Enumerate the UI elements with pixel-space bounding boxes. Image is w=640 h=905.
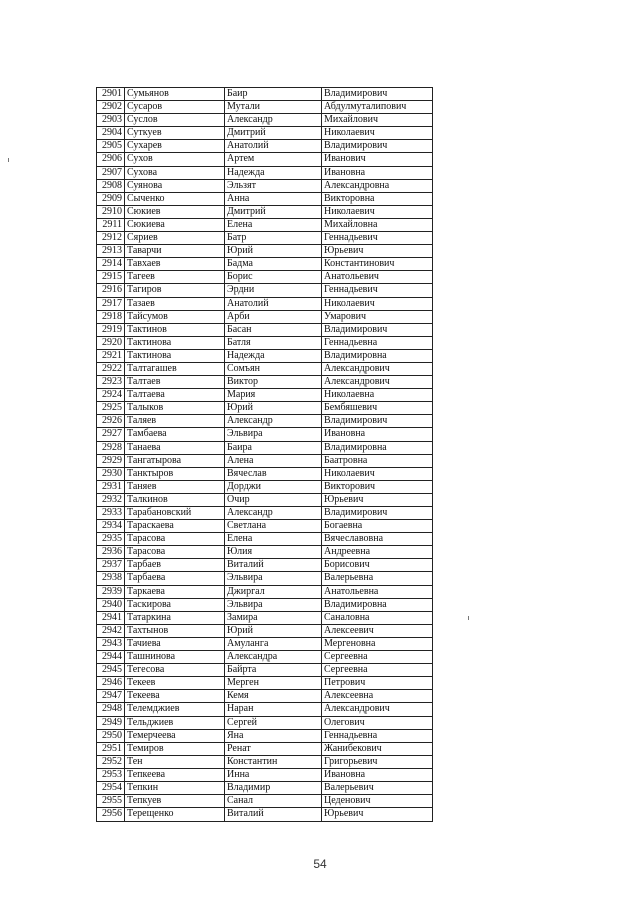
patronymic-cell: Александровна <box>324 179 390 191</box>
first-name-cell: Артем <box>225 153 322 165</box>
table-row <box>97 586 432 599</box>
table-row <box>97 88 432 101</box>
first-name-cell: Надежда <box>225 167 322 179</box>
table-row <box>97 415 432 428</box>
row-number-cell: 2944 <box>97 651 125 663</box>
table-row <box>97 546 432 559</box>
row-number-cell: 2955 <box>97 795 125 807</box>
table-row <box>97 114 432 127</box>
patronymic-cell: Саналовна <box>324 611 370 623</box>
names-table <box>96 87 433 822</box>
table-row <box>97 690 432 703</box>
first-name-cell: Ренат <box>225 743 322 755</box>
table-row <box>97 743 432 756</box>
patronymic-cell: Михайловна <box>324 218 378 230</box>
first-name-cell: Анна <box>225 193 322 205</box>
table-row <box>97 612 432 625</box>
last-name-cell: Текеев <box>125 677 225 689</box>
table-row <box>97 507 432 520</box>
patronymic-cell: Мергеновна <box>324 637 376 649</box>
last-name-cell: Суслов <box>125 114 225 126</box>
table-row <box>97 808 432 821</box>
table-row <box>97 363 432 376</box>
patronymic-cell: Богаевна <box>324 520 363 532</box>
patronymic-cell: Владимирович <box>324 88 388 99</box>
first-name-cell: Юрий <box>225 245 322 257</box>
table-row <box>97 638 432 651</box>
first-name-cell: Константин <box>225 756 322 768</box>
table-row <box>97 193 432 206</box>
last-name-cell: Ташнинова <box>125 651 225 663</box>
first-name-cell: Арби <box>225 311 322 323</box>
first-name-cell: Виктор <box>225 376 322 388</box>
table-row <box>97 703 432 716</box>
patronymic-cell: Ивановна <box>324 428 366 440</box>
first-name-cell: Анатолий <box>225 298 322 310</box>
patronymic-cell: Григорьевич <box>324 755 378 767</box>
row-number-cell: 2940 <box>97 599 125 611</box>
last-name-cell: Текеева <box>125 690 225 702</box>
patronymic-cell: Баатровна <box>324 454 368 466</box>
first-name-cell: Сомъян <box>225 363 322 375</box>
last-name-cell: Сяриев <box>125 232 225 244</box>
patronymic-cell: Владимирович <box>324 323 388 335</box>
row-number-cell: 2925 <box>97 402 125 414</box>
patronymic-cell: Валерьевич <box>324 781 374 793</box>
last-name-cell: Тепкин <box>125 782 225 794</box>
table-row <box>97 481 432 494</box>
patronymic-cell: Ивановна <box>324 166 366 178</box>
patronymic-cell: Андреевна <box>324 546 371 558</box>
last-name-cell: Таркаева <box>125 586 225 598</box>
table-row <box>97 402 432 415</box>
row-number-cell: 2923 <box>97 376 125 388</box>
last-name-cell: Тактинова <box>125 350 225 362</box>
row-number-cell: 2953 <box>97 769 125 781</box>
first-name-cell: Юлия <box>225 546 322 558</box>
patronymic-cell: Викторович <box>324 480 376 492</box>
first-name-cell: Замира <box>225 612 322 624</box>
last-name-cell: Тепкеева <box>125 769 225 781</box>
last-name-cell: Суянова <box>125 180 225 192</box>
last-name-cell: Тепкуев <box>125 795 225 807</box>
table-row <box>97 442 432 455</box>
last-name-cell: Сумьянов <box>125 88 225 100</box>
last-name-cell: Татаркина <box>125 612 225 624</box>
last-name-cell: Сухова <box>125 167 225 179</box>
patronymic-cell: Борисович <box>324 559 370 571</box>
patronymic-cell: Вячеславовна <box>324 533 384 545</box>
table-row <box>97 572 432 585</box>
last-name-cell: Тангатырова <box>125 455 225 467</box>
row-number-cell: 2951 <box>97 743 125 755</box>
last-name-cell: Тарбаев <box>125 559 225 571</box>
row-number-cell: 2932 <box>97 494 125 506</box>
patronymic-cell: Александрович <box>324 703 390 715</box>
row-number-cell: 2938 <box>97 572 125 584</box>
first-name-cell: Эрдни <box>225 284 322 296</box>
first-name-cell: Елена <box>225 533 322 545</box>
table-row <box>97 219 432 232</box>
last-name-cell: Тен <box>125 756 225 768</box>
table-row <box>97 284 432 297</box>
row-number-cell: 2914 <box>97 258 125 270</box>
table-row <box>97 389 432 402</box>
row-number-cell: 2941 <box>97 612 125 624</box>
patronymic-cell: Владимирович <box>324 415 388 427</box>
table-row <box>97 140 432 153</box>
row-number-cell: 2905 <box>97 140 125 152</box>
table-row <box>97 455 432 468</box>
table-row <box>97 298 432 311</box>
first-name-cell: Санал <box>225 795 322 807</box>
patronymic-cell: Алексеевна <box>324 690 374 702</box>
table-row <box>97 795 432 808</box>
table-row <box>97 651 432 664</box>
last-name-cell: Сюкиева <box>125 219 225 231</box>
row-number-cell: 2927 <box>97 428 125 440</box>
row-number-cell: 2917 <box>97 298 125 310</box>
table-row <box>97 625 432 638</box>
table-row <box>97 769 432 782</box>
patronymic-cell: Владимировна <box>324 598 387 610</box>
first-name-cell: Дмитрий <box>225 206 322 218</box>
row-number-cell: 2907 <box>97 167 125 179</box>
row-number-cell: 2909 <box>97 193 125 205</box>
row-number-cell: 2929 <box>97 455 125 467</box>
patronymic-cell: Олегович <box>324 716 365 728</box>
last-name-cell: Тайсумов <box>125 311 225 323</box>
patronymic-cell: Иванович <box>324 153 366 165</box>
page-number: 54 <box>313 857 327 871</box>
row-number-cell: 2934 <box>97 520 125 532</box>
first-name-cell: Александра <box>225 651 322 663</box>
table-row <box>97 599 432 612</box>
row-number-cell: 2952 <box>97 756 125 768</box>
patronymic-cell: Абдулмуталипович <box>324 101 407 113</box>
last-name-cell: Тараскаева <box>125 520 225 532</box>
table-row <box>97 350 432 363</box>
table-row <box>97 324 432 337</box>
first-name-cell: Джиргал <box>225 586 322 598</box>
last-name-cell: Танаева <box>125 442 225 454</box>
patronymic-cell: Бембяшевич <box>324 402 378 414</box>
patronymic-cell: Анатольевна <box>324 585 379 597</box>
scan-mark-left <box>8 158 9 162</box>
table-row <box>97 520 432 533</box>
patronymic-cell: Юрьевич <box>324 493 364 505</box>
first-name-cell: Мутали <box>225 101 322 113</box>
first-name-cell: Александр <box>225 415 322 427</box>
row-number-cell: 2935 <box>97 533 125 545</box>
patronymic-cell: Владимировна <box>324 441 387 453</box>
patronymic-cell: Николаевич <box>324 467 375 479</box>
patronymic-cell: Сергеевна <box>324 651 368 663</box>
patronymic-cell: Владимирович <box>324 140 388 152</box>
table-row <box>97 232 432 245</box>
table-row <box>97 468 432 481</box>
last-name-cell: Тагеев <box>125 271 225 283</box>
patronymic-cell: Цеденович <box>324 795 371 807</box>
last-name-cell: Тачиева <box>125 638 225 650</box>
row-number-cell: 2930 <box>97 468 125 480</box>
patronymic-cell: Николаевна <box>324 389 375 401</box>
patronymic-cell: Сергеевна <box>324 664 368 676</box>
row-number-cell: 2912 <box>97 232 125 244</box>
last-name-cell: Сыченко <box>125 193 225 205</box>
first-name-cell: Борис <box>225 271 322 283</box>
first-name-cell: Мерген <box>225 677 322 689</box>
row-number-cell: 2948 <box>97 703 125 715</box>
last-name-cell: Таварчи <box>125 245 225 257</box>
last-name-cell: Тарбаева <box>125 572 225 584</box>
first-name-cell: Дмитрий <box>225 127 322 139</box>
first-name-cell: Виталий <box>225 559 322 571</box>
first-name-cell: Юрий <box>225 625 322 637</box>
last-name-cell: Таняев <box>125 481 225 493</box>
first-name-cell: Эльвира <box>225 572 322 584</box>
patronymic-cell: Петрович <box>324 677 366 689</box>
patronymic-cell: Геннадьевич <box>324 232 378 244</box>
patronymic-cell: Ивановна <box>324 768 366 780</box>
row-number-cell: 2950 <box>97 730 125 742</box>
row-number-cell: 2922 <box>97 363 125 375</box>
table-row <box>97 376 432 389</box>
first-name-cell: Амуланга <box>225 638 322 650</box>
patronymic-cell: Жанибекович <box>324 742 382 754</box>
table-row <box>97 311 432 324</box>
row-number-cell: 2901 <box>97 88 125 100</box>
table-row <box>97 153 432 166</box>
table-row <box>97 258 432 271</box>
table-row <box>97 494 432 507</box>
last-name-cell: Тактинов <box>125 324 225 336</box>
table-row <box>97 180 432 193</box>
table-row <box>97 337 432 350</box>
table-row <box>97 245 432 258</box>
row-number-cell: 2942 <box>97 625 125 637</box>
last-name-cell: Тамбаева <box>125 428 225 440</box>
row-number-cell: 2908 <box>97 180 125 192</box>
row-number-cell: 2947 <box>97 690 125 702</box>
first-name-cell: Басан <box>225 324 322 336</box>
row-number-cell: 2926 <box>97 415 125 427</box>
last-name-cell: Талкинов <box>125 494 225 506</box>
last-name-cell: Тарасова <box>125 533 225 545</box>
patronymic-cell: Николаевич <box>324 297 375 309</box>
last-name-cell: Темерчеева <box>125 730 225 742</box>
first-name-cell: Наран <box>225 703 322 715</box>
first-name-cell: Очир <box>225 494 322 506</box>
first-name-cell: Инна <box>225 769 322 781</box>
last-name-cell: Талтагашев <box>125 363 225 375</box>
scan-mark-right <box>468 616 469 620</box>
table-row <box>97 782 432 795</box>
patronymic-cell: Владимировна <box>324 349 387 361</box>
table-row <box>97 677 432 690</box>
first-name-cell: Надежда <box>225 350 322 362</box>
first-name-cell: Бадма <box>225 258 322 270</box>
table-row <box>97 533 432 546</box>
patronymic-cell: Анатольевич <box>324 271 379 283</box>
table-row <box>97 664 432 677</box>
row-number-cell: 2906 <box>97 153 125 165</box>
last-name-cell: Темиров <box>125 743 225 755</box>
last-name-cell: Тавхаев <box>125 258 225 270</box>
patronymic-cell: Юрьевич <box>324 245 364 257</box>
first-name-cell: Байрта <box>225 664 322 676</box>
row-number-cell: 2915 <box>97 271 125 283</box>
first-name-cell: Эльвира <box>225 428 322 440</box>
row-number-cell: 2946 <box>97 677 125 689</box>
table-row <box>97 206 432 219</box>
first-name-cell: Вячеслав <box>225 468 322 480</box>
row-number-cell: 2910 <box>97 206 125 218</box>
patronymic-cell: Геннадьевич <box>324 284 378 296</box>
first-name-cell: Александр <box>225 114 322 126</box>
row-number-cell: 2949 <box>97 717 125 729</box>
row-number-cell: 2902 <box>97 101 125 113</box>
table-row <box>97 730 432 743</box>
last-name-cell: Тахтынов <box>125 625 225 637</box>
row-number-cell: 2933 <box>97 507 125 519</box>
last-name-cell: Тазаев <box>125 298 225 310</box>
row-number-cell: 2924 <box>97 389 125 401</box>
last-name-cell: Сухов <box>125 153 225 165</box>
patronymic-cell: Викторовна <box>324 192 375 204</box>
row-number-cell: 2954 <box>97 782 125 794</box>
patronymic-cell: Николаевич <box>324 205 375 217</box>
first-name-cell: Эльвира <box>225 599 322 611</box>
row-number-cell: 2936 <box>97 546 125 558</box>
first-name-cell: Светлана <box>225 520 322 532</box>
last-name-cell: Тарасова <box>125 546 225 558</box>
first-name-cell: Владимир <box>225 782 322 794</box>
row-number-cell: 2920 <box>97 337 125 349</box>
row-number-cell: 2916 <box>97 284 125 296</box>
last-name-cell: Сюкиев <box>125 206 225 218</box>
patronymic-cell: Умарович <box>324 310 367 322</box>
row-number-cell: 2918 <box>97 311 125 323</box>
row-number-cell: 2931 <box>97 481 125 493</box>
last-name-cell: Сухарев <box>125 140 225 152</box>
first-name-cell: Мария <box>225 389 322 401</box>
first-name-cell: Дорджи <box>225 481 322 493</box>
first-name-cell: Юрий <box>225 402 322 414</box>
last-name-cell: Тактинова <box>125 337 225 349</box>
row-number-cell: 2919 <box>97 324 125 336</box>
last-name-cell: Танктыров <box>125 468 225 480</box>
last-name-cell: Талыков <box>125 402 225 414</box>
patronymic-cell: Владимирович <box>324 507 388 518</box>
first-name-cell: Анатолий <box>225 140 322 152</box>
last-name-cell: Талтаев <box>125 376 225 388</box>
last-name-cell: Тельджиев <box>125 717 225 729</box>
first-name-cell: Сергей <box>225 717 322 729</box>
patronymic-cell: Геннадьевна <box>324 729 378 741</box>
patronymic-cell: Юрьевич <box>324 808 364 820</box>
table-row <box>97 127 432 140</box>
table-row <box>97 559 432 572</box>
first-name-cell: Виталий <box>225 808 322 821</box>
patronymic-cell: Михайлович <box>324 114 378 126</box>
last-name-cell: Тарабановский <box>125 507 225 519</box>
first-name-cell: Алена <box>225 455 322 467</box>
row-number-cell: 2945 <box>97 664 125 676</box>
row-number-cell: 2911 <box>97 219 125 231</box>
last-name-cell: Телемджиев <box>125 703 225 715</box>
last-name-cell: Суткуев <box>125 127 225 139</box>
last-name-cell: Сусаров <box>125 101 225 113</box>
patronymic-cell: Алексеевич <box>324 624 374 636</box>
patronymic-cell: Константинович <box>324 258 395 270</box>
last-name-cell: Тегесова <box>125 664 225 676</box>
row-number-cell: 2937 <box>97 559 125 571</box>
first-name-cell: Батля <box>225 337 322 349</box>
last-name-cell: Тагиров <box>125 284 225 296</box>
first-name-cell: Елена <box>225 219 322 231</box>
patronymic-cell: Валерьевна <box>324 572 374 584</box>
table-row <box>97 717 432 730</box>
last-name-cell: Таскирова <box>125 599 225 611</box>
first-name-cell: Яна <box>225 730 322 742</box>
first-name-cell: Баир <box>225 88 322 100</box>
row-number-cell: 2913 <box>97 245 125 257</box>
patronymic-cell: Александрович <box>324 376 390 388</box>
patronymic-cell: Николаевич <box>324 127 375 139</box>
patronymic-cell: Геннадьевна <box>324 336 378 348</box>
table-row <box>97 167 432 180</box>
first-name-cell: Эльзят <box>225 180 322 192</box>
row-number-cell: 2928 <box>97 442 125 454</box>
last-name-cell: Таляев <box>125 415 225 427</box>
table-row <box>97 101 432 114</box>
first-name-cell: Александр <box>225 507 322 519</box>
first-name-cell: Баира <box>225 442 322 454</box>
first-name-cell: Батр <box>225 232 322 244</box>
row-number-cell: 2903 <box>97 114 125 126</box>
table-row <box>97 756 432 769</box>
row-number-cell: 2921 <box>97 350 125 362</box>
row-number-cell: 2939 <box>97 586 125 598</box>
table-row <box>97 271 432 284</box>
row-number-cell: 2943 <box>97 638 125 650</box>
row-number-cell: 2904 <box>97 127 125 139</box>
first-name-cell: Кемя <box>225 690 322 702</box>
patronymic-cell: Александрович <box>324 362 390 374</box>
table-row <box>97 428 432 441</box>
last-name-cell: Талтаева <box>125 389 225 401</box>
last-name-cell: Терещенко <box>125 808 225 821</box>
row-number-cell: 2956 <box>97 808 125 821</box>
